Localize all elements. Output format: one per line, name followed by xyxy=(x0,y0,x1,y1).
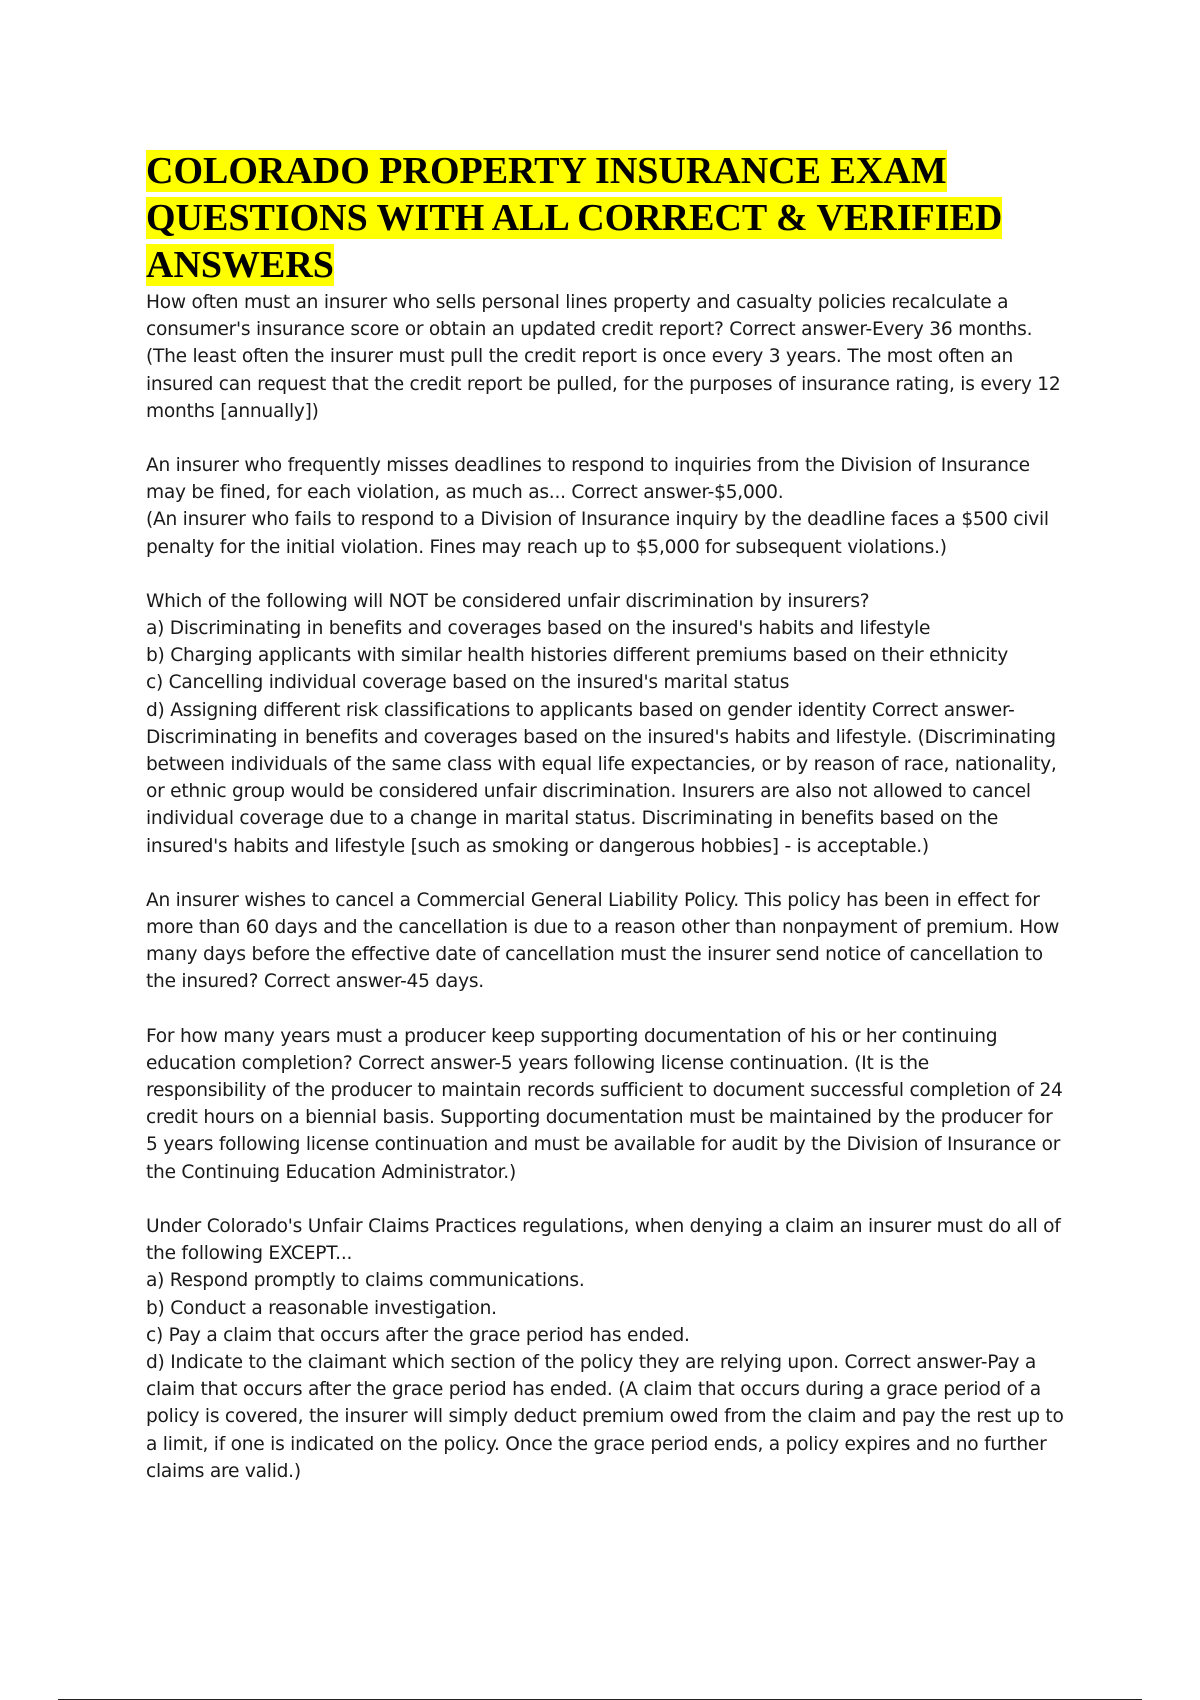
entry-text-line: Discriminating in benefits and coverages based on the insured's habits and lifestyle. (Discriminating xyxy=(146,726,1056,748)
entry-text-line: or ethnic group would be considered unfair discrimination. Insurers are also not allowed to cancel xyxy=(146,781,1031,803)
entry-text-line: the insured? Correct answer-45 days. xyxy=(146,971,484,993)
entry-text-line: For how many years must a producer keep supporting documentation of his or her continuing xyxy=(146,1025,998,1047)
entry-text-line: How often must an insurer who sells personal lines property and casualty policies recalculate a xyxy=(146,292,1009,313)
document-title xyxy=(146,148,1066,289)
entry-text-line: penalty for the initial violation. Fines may reach up to $5,000 for subsequent violations.) xyxy=(146,536,947,558)
entry-text-line: policy is covered, the insurer will simply deduct premium owed from the claim and pay the rest up to xyxy=(146,1406,1064,1428)
entry-text-line: d) Assigning different risk classifications to applicants based on gender identity Correct answer- xyxy=(146,699,1015,721)
entry-text-line: may be fined, for each violation, as much as... Correct answer-$5,000. xyxy=(146,482,784,504)
entry-text-line: insured's habits and lifestyle [such as smoking or dangerous hobbies] - is acceptable.) xyxy=(146,835,929,857)
entry-text-line: b) Charging applicants with similar health histories different premiums based on their ethnicity xyxy=(146,645,1008,667)
entry-text-line: b) Conduct a reasonable investigation. xyxy=(146,1297,497,1319)
entry-text-line: 5 years following license continuation and must be available for audit by the Division of Insurance or xyxy=(146,1134,1061,1156)
entry-text-line: months [annually]) xyxy=(146,400,319,422)
entry-text-line: c) Cancelling individual coverage based on the insured's marital status xyxy=(146,672,790,694)
question-entry xyxy=(146,452,1066,561)
question-entry xyxy=(146,1023,1066,1186)
title-line-3: ANSWERS xyxy=(146,244,334,286)
entry-text-line: the following EXCEPT... xyxy=(146,1243,353,1265)
entry-text-line: many days before the effective date of cancellation must the insurer send notice of cancellation to xyxy=(146,944,1043,966)
entry-text-line: a limit, if one is indicated on the policy. Once the grace period ends, a policy expires and no further xyxy=(146,1433,1047,1455)
entry-text-line: An insurer wishes to cancel a Commercial General Liability Policy. This policy has been in effect for xyxy=(146,889,1040,911)
entry-text-line: d) Indicate to the claimant which section of the policy they are relying upon. Correct answer-Pay a xyxy=(146,1351,1037,1373)
entry-text-line: a) Respond promptly to claims communications. xyxy=(146,1270,585,1292)
entry-text-line: between individuals of the same class with equal life expectancies, or by reason of race, nationality, xyxy=(146,754,1057,776)
entry-text-line: credit hours on a biennial basis. Supporting documentation must be maintained by the producer for xyxy=(146,1107,1053,1129)
title-line-1: COLORADO PROPERTY INSURANCE EXAM xyxy=(146,150,947,192)
entry-text-line: An insurer who frequently misses deadlines to respond to inquiries from the Division of Insurance xyxy=(146,455,1030,477)
entry-text-line: more than 60 days and the cancellation is due to a reason other than nonpayment of premium. How xyxy=(146,917,1060,939)
document-page xyxy=(146,148,1066,1512)
entry-text-line: (An insurer who fails to respond to a Division of Insurance inquiry by the deadline faces a $500 civil xyxy=(146,509,1049,531)
entry-text-line: Which of the following will NOT be considered unfair discrimination by insurers? xyxy=(146,590,870,612)
entry-text-line: consumer's insurance score or obtain an updated credit report? Correct answer-Every 36 months. xyxy=(146,319,1033,341)
entry-text-line: education completion? Correct answer-5 years following license continuation. (It is the xyxy=(146,1052,929,1074)
entry-text-line: (The least often the insurer must pull the credit report is once every 3 years. The most often an xyxy=(146,346,1014,368)
question-list xyxy=(146,289,1066,1485)
entry-text-line: claim that occurs after the grace period has ended. (A claim that occurs during a grace period of a xyxy=(146,1379,1041,1401)
entry-text-line: insured can request that the credit report be pulled, for the purposes of insurance rating, is every 12 xyxy=(146,373,1061,395)
question-entry xyxy=(146,588,1066,860)
entry-text-line: responsibility of the producer to maintain records sufficient to document successful completion of 24 xyxy=(146,1080,1063,1102)
entry-text-line: a) Discriminating in benefits and coverages based on the insured's habits and lifestyle xyxy=(146,618,931,640)
question-entry xyxy=(146,1213,1066,1485)
title-line-2: QUESTIONS WITH ALL CORRECT & VERIFIED xyxy=(146,197,1003,239)
question-entry xyxy=(146,887,1066,996)
entry-text-line: claims are valid.) xyxy=(146,1460,301,1482)
entry-text-line: individual coverage due to a change in marital status. Discriminating in benefits based on the xyxy=(146,808,999,830)
entry-text-line: Under Colorado's Unfair Claims Practices regulations, when denying a claim an insurer must do all of xyxy=(146,1215,1061,1237)
entry-text-line: the Continuing Education Administrator.) xyxy=(146,1161,516,1183)
entry-text-line: c) Pay a claim that occurs after the grace period has ended. xyxy=(146,1324,690,1346)
question-entry xyxy=(146,289,1066,425)
